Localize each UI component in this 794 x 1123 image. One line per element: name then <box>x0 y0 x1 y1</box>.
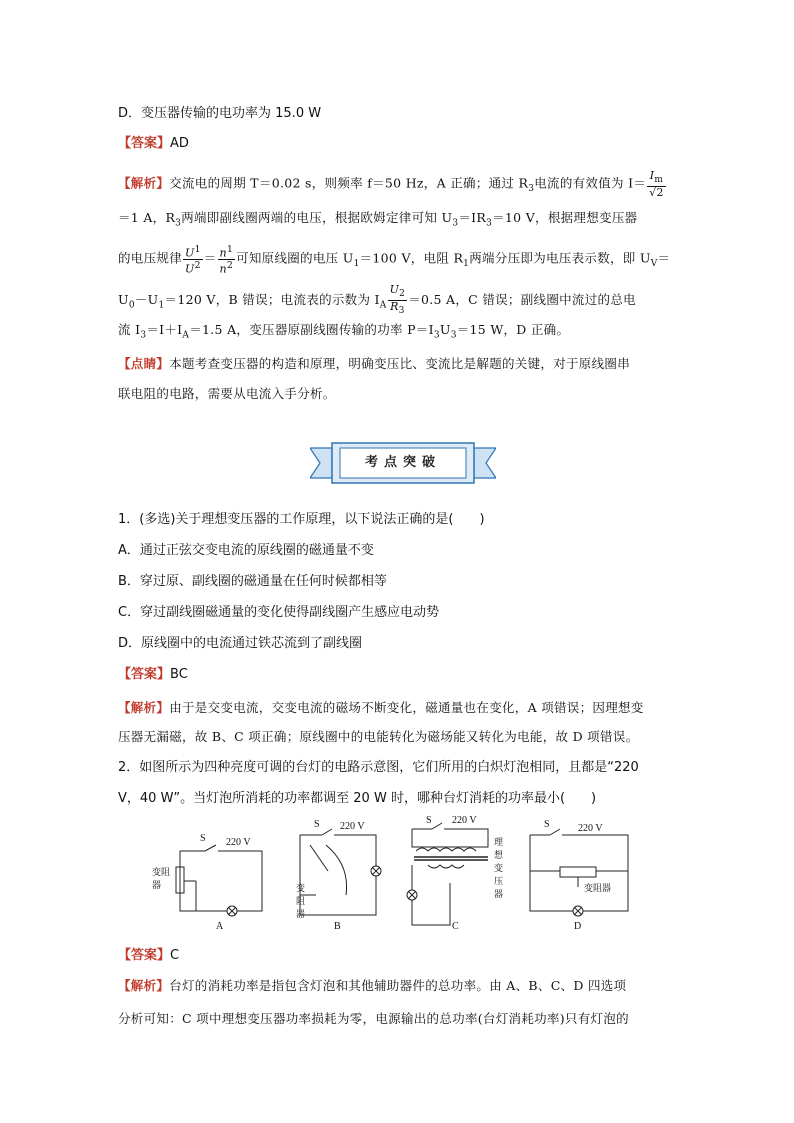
switch-label-b: S <box>314 819 320 830</box>
answer-value: AD <box>170 136 189 151</box>
analysis-text: 流 I <box>118 322 141 337</box>
analysis-text: ＝120 V，B 错误；电流表的示数为 I <box>164 292 380 308</box>
switch-label-d: S <box>544 819 550 830</box>
rheostat-label-d: 变阻器 <box>584 883 612 893</box>
voltage-label-c: 220 V <box>452 815 477 826</box>
q1-option-a: A．通过正弦交变电流的原线圈的磁通量不变 <box>118 543 374 558</box>
analysis-text: ＝10 V，根据理想变压器 <box>492 210 638 225</box>
transformer-label: 理想变压器 <box>494 837 504 899</box>
analysis-text: ＝15 W，D 正确。 <box>456 322 570 337</box>
q1-stem: 1．(多选)关于理想变压器的工作原理，以下说法正确的是( ) <box>118 512 485 527</box>
review-line-1 <box>118 354 678 374</box>
q1-option-b: B．穿过原、副线圈的磁通量在任何时候都相等 <box>118 574 387 589</box>
circuit-a <box>176 845 262 916</box>
analysis-line-5: 流 $I_3=I+I_A=1.5$ A，变压器原副线圈传输的功率 $P=I_3U_3=15$ W，D 正确。 <box>118 322 570 341</box>
circuit-c <box>407 823 488 925</box>
figure-label-d: D <box>574 921 582 932</box>
analysis-tag: 【解析】 <box>118 700 170 715</box>
analysis-text: 两端分压即为电压表示数，即 U <box>469 250 651 266</box>
review-text: 本题考查变压器的构造和原理，明确变压比、变流比是解题的关键，对于原线圈串 <box>169 356 631 371</box>
analysis-text: 由于是交变电流，交变电流的磁场不断变化，磁通量也在变化，A 项错误；因理想变 <box>169 700 644 715</box>
analysis-text: ＝IR <box>458 210 487 225</box>
analysis-text: U <box>439 322 451 337</box>
answer-tag: 【答案】 <box>118 136 171 151</box>
analysis-text: 的电压规律 <box>118 250 183 266</box>
switch-label-a: S <box>200 833 206 844</box>
answer-value: BC <box>170 667 188 682</box>
q1-analysis-2: 压器无漏磁，故 B、C 项正确；原线圈中的电能转化为磁场能又转化为电能，故 D 项错误。 <box>118 729 639 744</box>
circuit-figure <box>150 815 640 935</box>
switch-label-c: S <box>426 815 432 826</box>
q1-option-c: C．穿过副线圈磁通量的变化使得副线圈产生感应电动势 <box>118 605 440 620</box>
voltage-label-d: 220 V <box>578 823 603 834</box>
q2-stem-1: 2．如图所示为四种亮度可调的台灯的电路示意图，它们所用的白炽灯泡相同，且都是“220 <box>118 760 639 775</box>
banner-title: 考点突破 <box>364 455 441 470</box>
review-line-2: 联电阻的电路，需要从电流入手分析。 <box>118 386 336 401</box>
section-banner <box>310 440 496 486</box>
answer-value: C <box>170 948 180 963</box>
figure-label-a: A <box>216 921 224 932</box>
analysis-text: 交流电的周期 T＝0.02 s，则频率 f＝50 Hz，A 正确；通过 R <box>169 175 529 191</box>
review-tag: 【点睛】 <box>118 356 170 371</box>
analysis-tag: 【解析】 <box>118 978 170 993</box>
analysis-line-1: 【解析】交流电的周期 T＝0.02 s，则频率 f＝50 Hz，A 正确；通过 $R_3$电流的有效值为 I＝ $\frac{I_m}{√2}$ <box>118 169 664 200</box>
circuit-d <box>530 829 628 916</box>
fraction: $\frac{U_2}{R_3}$ <box>389 283 406 317</box>
analysis-text: ＝1.5 A，变压器原副线圈传输的功率 P＝I <box>189 322 434 337</box>
circuit-b <box>300 829 381 915</box>
q2-stem-2: V，40 W”。当灯泡所消耗的功率都调至 20 W 时，哪种台灯消耗的功率最小( ) <box>118 791 597 806</box>
analysis-text: 台灯的消耗功率是指包含灯泡和其他辅助器件的总功率。由 A、B、C、D 四选项 <box>169 978 627 993</box>
analysis-text: 电流的有效值为 I＝ <box>534 175 647 191</box>
q2-analysis-2: 分析可知：C 项中理想变压器功率损耗为零，电源输出的总功率(台灯消耗功率)只有灯泡的 <box>118 1011 629 1026</box>
analysis-line-2: ＝1 A，$R_3$两端即副线圈两端的电压，根据欧姆定律可知 $U_3=IR_3=10$ V，根据理想变压器 <box>118 210 638 229</box>
voltage-label-a: 220 V <box>226 837 251 848</box>
analysis-line-3: 的电压规律 $\frac{U^1}{U^2}$ ＝ $\frac{n^1}{n^2}$ 可知原线圈的电压 $U_1=100$ V，电阻 $R_1$两端分压即为电压表示数，即 $U_V=$ <box>118 244 671 276</box>
q2-answer <box>118 946 678 966</box>
answer-tag: 【答案】 <box>118 948 171 963</box>
option-d: D．变压器传输的电功率为 15.0 W <box>118 106 322 121</box>
rheostat-label-a: 变阻器 <box>152 867 171 890</box>
fraction: $\frac{U^1}{U^2}$ <box>185 244 201 276</box>
analysis-text: ＝100 V，电阻 R <box>359 250 464 266</box>
analysis-text: U <box>118 292 129 308</box>
q1-analysis-1 <box>118 698 678 718</box>
answer-tag: 【答案】 <box>118 667 171 682</box>
analysis-line-4: $U_0-U_1=120$ V，B 错误；电流表的示数为 $I_A$ $\frac{U_2}{R_3}$ ＝0.5 A，C 错误；副线圈中流过的总电 <box>118 283 636 317</box>
voltage-label-b: 220 V <box>340 821 365 832</box>
q2-analysis-1 <box>118 976 678 996</box>
rheostat-label-b: 变阻器 <box>296 883 306 919</box>
q1-option-d: D．原线圈中的电流通过铁芯流到了副线圈 <box>118 636 363 651</box>
figure-label-b: B <box>334 921 341 932</box>
answer-line <box>118 134 678 154</box>
figure-label-c: C <box>452 921 459 932</box>
circuit-diagrams <box>150 815 640 935</box>
analysis-text: ＝ <box>657 250 671 266</box>
analysis-text: －U <box>134 292 159 308</box>
analysis-text: ＝1 A，R <box>118 210 176 225</box>
fraction: $\frac{n^1}{n^2}$ <box>219 244 234 276</box>
analysis-text: 可知原线圈的电压 U <box>236 250 354 266</box>
fraction: $\frac{I_m}{√2}$ <box>649 169 664 200</box>
q1-answer <box>118 665 678 685</box>
analysis-text: 两端即副线圈两端的电压，根据欧姆定律可知 U <box>181 210 453 225</box>
analysis-tag: 【解析】 <box>118 175 170 191</box>
analysis-text: ＝0.5 A，C 错误；副线圈中流过的总电 <box>408 292 636 308</box>
analysis-text: ＝I＋I <box>146 322 183 337</box>
